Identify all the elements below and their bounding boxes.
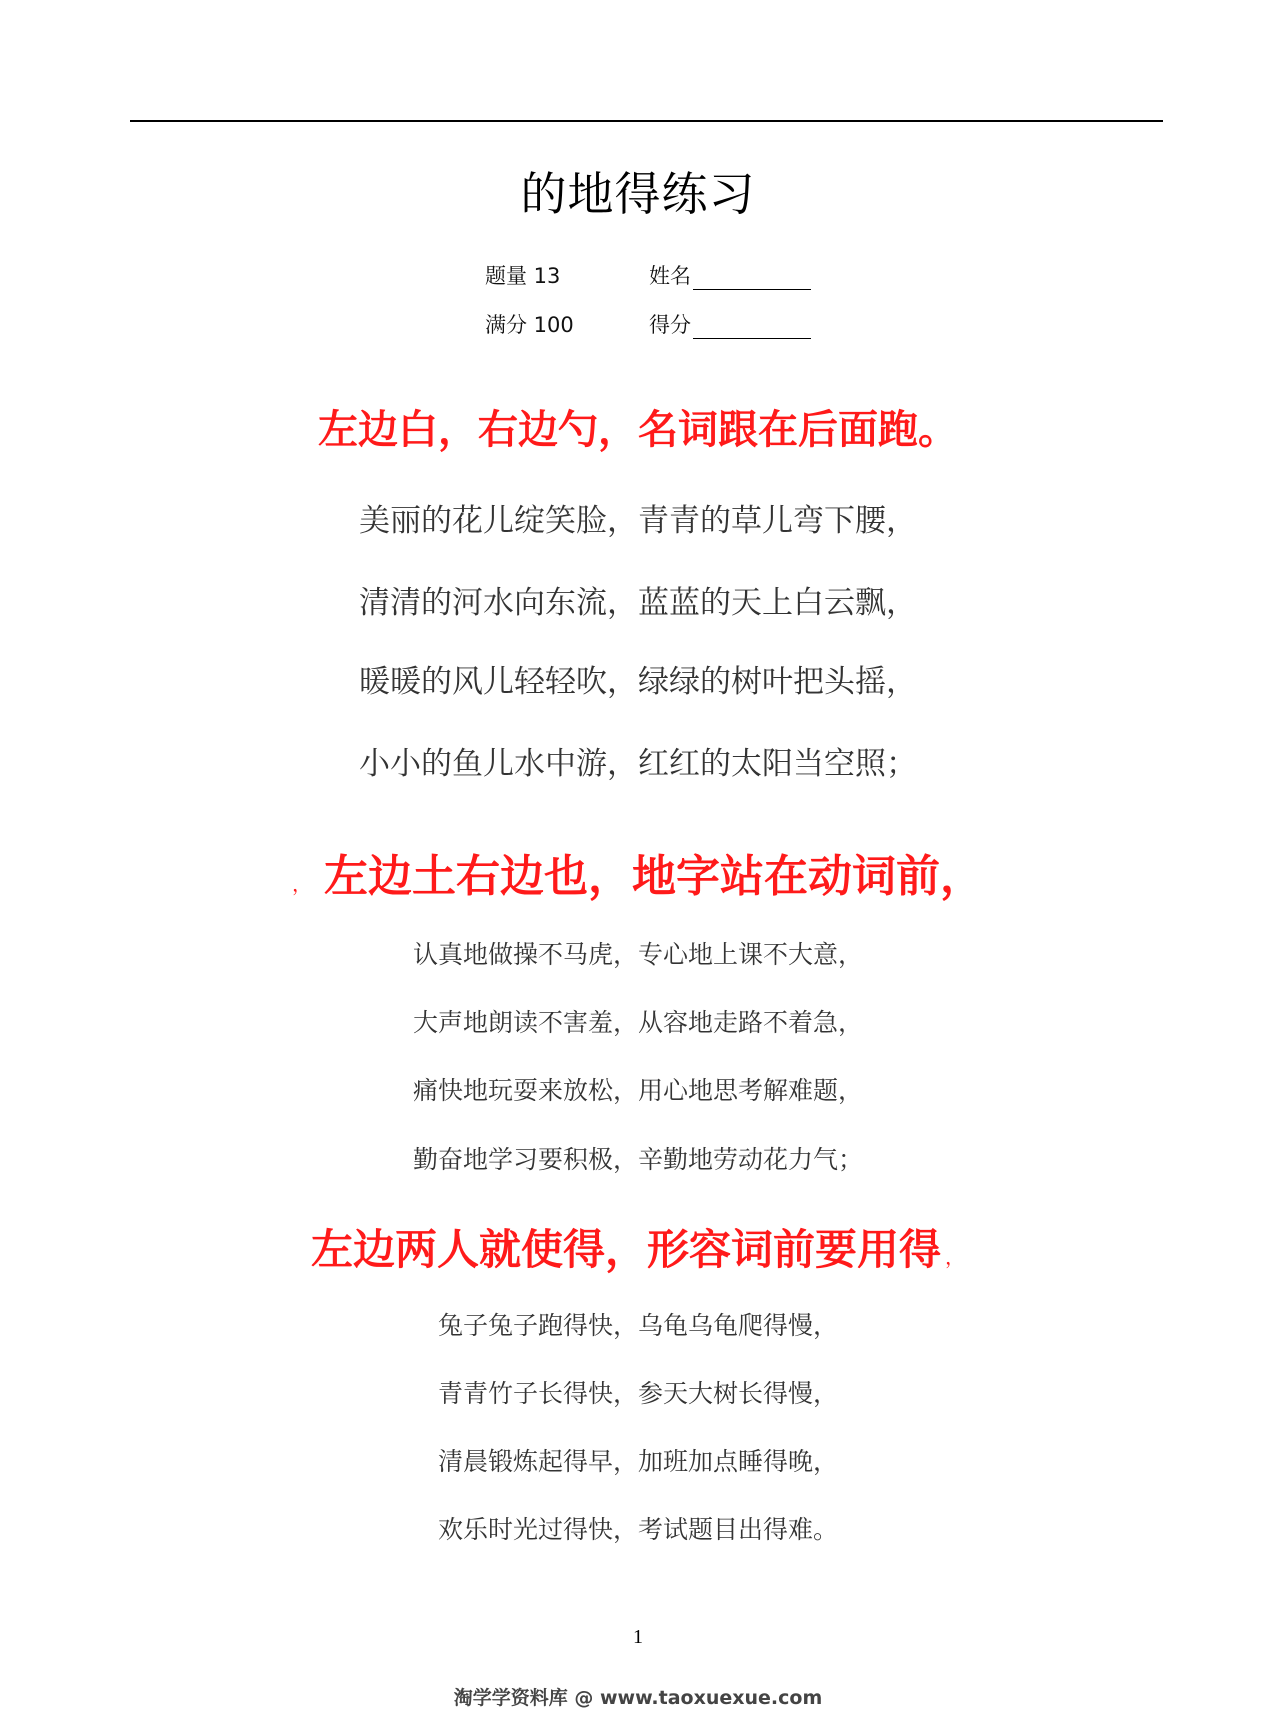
score-label: 得分 <box>649 313 691 337</box>
name-blank <box>693 269 811 290</box>
name-field <box>649 260 811 290</box>
verse-line: 兔子兔子跑得快，乌龟乌龟爬得慢， <box>437 1311 838 1340</box>
heading-suffix-mark: ， <box>945 1245 965 1269</box>
watermark: 淘学学资料库 @ www.taoxuexue.com <box>453 1687 823 1709</box>
verse-line: 勤奋地学习要积极，辛勤地劳动花力气； <box>412 1145 863 1174</box>
verse-line: 大声地朗读不害羞，从容地走路不着急， <box>412 1008 863 1037</box>
verse-line: 青青竹子长得快，参天大树长得慢， <box>437 1379 838 1408</box>
verse-line: 暖暖的风儿轻轻吹，绿绿的树叶把头摇， <box>359 664 917 700</box>
verse-line: 清晨锻炼起得早，加班加点睡得晚， <box>437 1447 838 1476</box>
verse-line: 认真地做操不马虎，专心地上课不大意， <box>412 940 863 969</box>
verse-line: 痛快地玩耍来放松，用心地思考解难题， <box>412 1076 863 1105</box>
verse-line: 欢乐时光过得快，考试题目出得难。 <box>437 1515 838 1544</box>
section-heading-di <box>0 840 1276 904</box>
page-number: 1 <box>633 1626 643 1648</box>
section-heading-dei <box>0 1217 1276 1277</box>
score-field <box>649 309 811 339</box>
name-label: 姓名 <box>649 264 691 288</box>
section-heading-di-text: 左边土右边也，地字站在动词前， <box>324 851 984 902</box>
verse-line: 小小的鱼儿水中游，红红的太阳当空照； <box>359 746 917 782</box>
header-rule <box>130 120 1163 122</box>
heading-prefix-mark: ， <box>292 872 312 896</box>
section-heading-de: 左边白，右边勺，名词跟在后面跑。 <box>318 407 958 453</box>
verse-line: 清清的河水向东流，蓝蓝的天上白云飘， <box>359 585 917 621</box>
question-count: 题量 13 <box>485 264 561 288</box>
section-heading-dei-text: 左边两人就使得，形容词前要用得 <box>310 1225 941 1274</box>
document-title: 的地得练习 <box>520 167 756 221</box>
full-score: 满分 100 <box>485 313 574 337</box>
score-blank <box>693 318 811 339</box>
verse-line: 美丽的花儿绽笑脸，青青的草儿弯下腰， <box>359 503 917 539</box>
